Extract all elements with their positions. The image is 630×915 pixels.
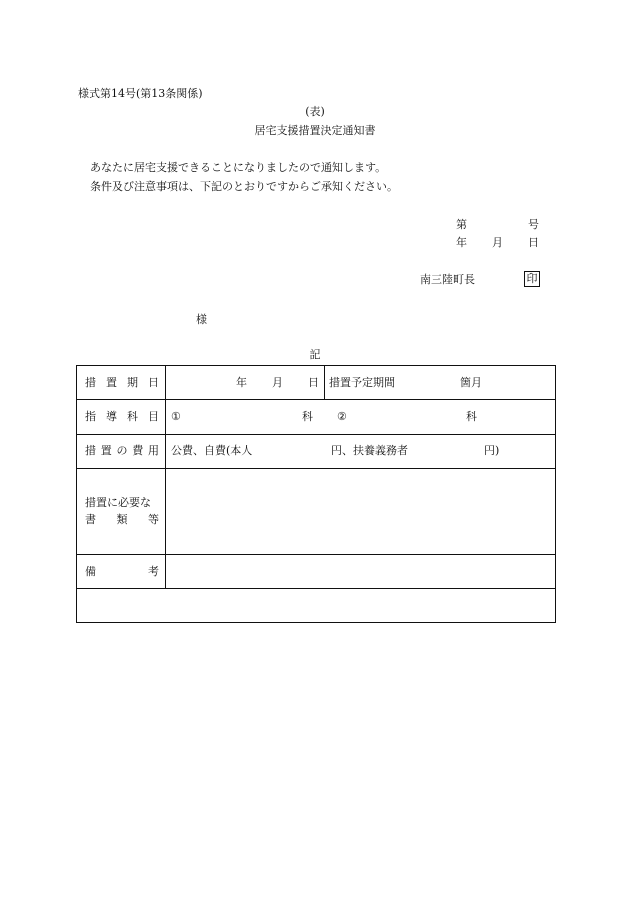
row-divider <box>77 434 555 435</box>
issue-number-prefix: 第 <box>456 218 467 231</box>
label-required-documents-2: 書 類 等 <box>85 513 159 526</box>
row-divider <box>77 588 555 589</box>
row-divider <box>77 399 555 400</box>
issue-date-year: 年 <box>456 236 467 249</box>
cost-supporter: 円、扶養義務者 <box>331 444 408 457</box>
subject-2-suffix: 科 <box>466 410 477 423</box>
label-planned-period: 措置予定期間 <box>329 376 395 389</box>
side-label: (表) <box>305 105 325 118</box>
label-measure-date: 措 置 期 日 <box>85 376 159 389</box>
seal-mark: 印 <box>524 271 540 287</box>
cost-public-self: 公費、自費(本人 <box>171 444 253 457</box>
label-required-documents-1: 措置に必要な <box>85 496 151 509</box>
measure-date-year: 年 <box>236 376 247 389</box>
subject-1-suffix: 科 <box>302 410 313 423</box>
subject-item-2: ② <box>337 410 347 423</box>
ki-heading: 記 <box>309 348 321 361</box>
subject-item-1: ① <box>171 410 181 423</box>
details-table <box>76 365 556 623</box>
planned-period-unit: 箇月 <box>460 376 482 389</box>
measure-date-day: 日 <box>308 376 319 389</box>
column-divider <box>324 366 325 399</box>
row-divider <box>77 554 555 555</box>
body-line-1: あなたに居宅支援できることになりましたので通知します。 <box>90 161 387 174</box>
addressee-suffix: 様 <box>196 313 207 326</box>
label-guidance-subject: 指 導 科 目 <box>85 410 159 423</box>
issue-date-month: 月 <box>492 236 503 249</box>
form-number: 様式第14号(第13条関係) <box>78 87 203 100</box>
measure-date-month: 月 <box>272 376 283 389</box>
body-line-2: 条件及び注意事項は、下記のとおりですからご承知ください。 <box>90 180 398 193</box>
cost-close: 円) <box>484 444 500 457</box>
issue-date-day: 日 <box>528 236 539 249</box>
column-divider <box>165 366 166 588</box>
label-remarks: 備 考 <box>85 565 159 578</box>
issuer-name: 南三陸町長 <box>420 273 475 286</box>
row-divider <box>77 468 555 469</box>
label-measure-cost: 措 置 の 費 用 <box>85 444 159 457</box>
document-title: 居宅支援措置決定通知書 <box>254 124 376 137</box>
issue-number-suffix: 号 <box>528 218 539 231</box>
